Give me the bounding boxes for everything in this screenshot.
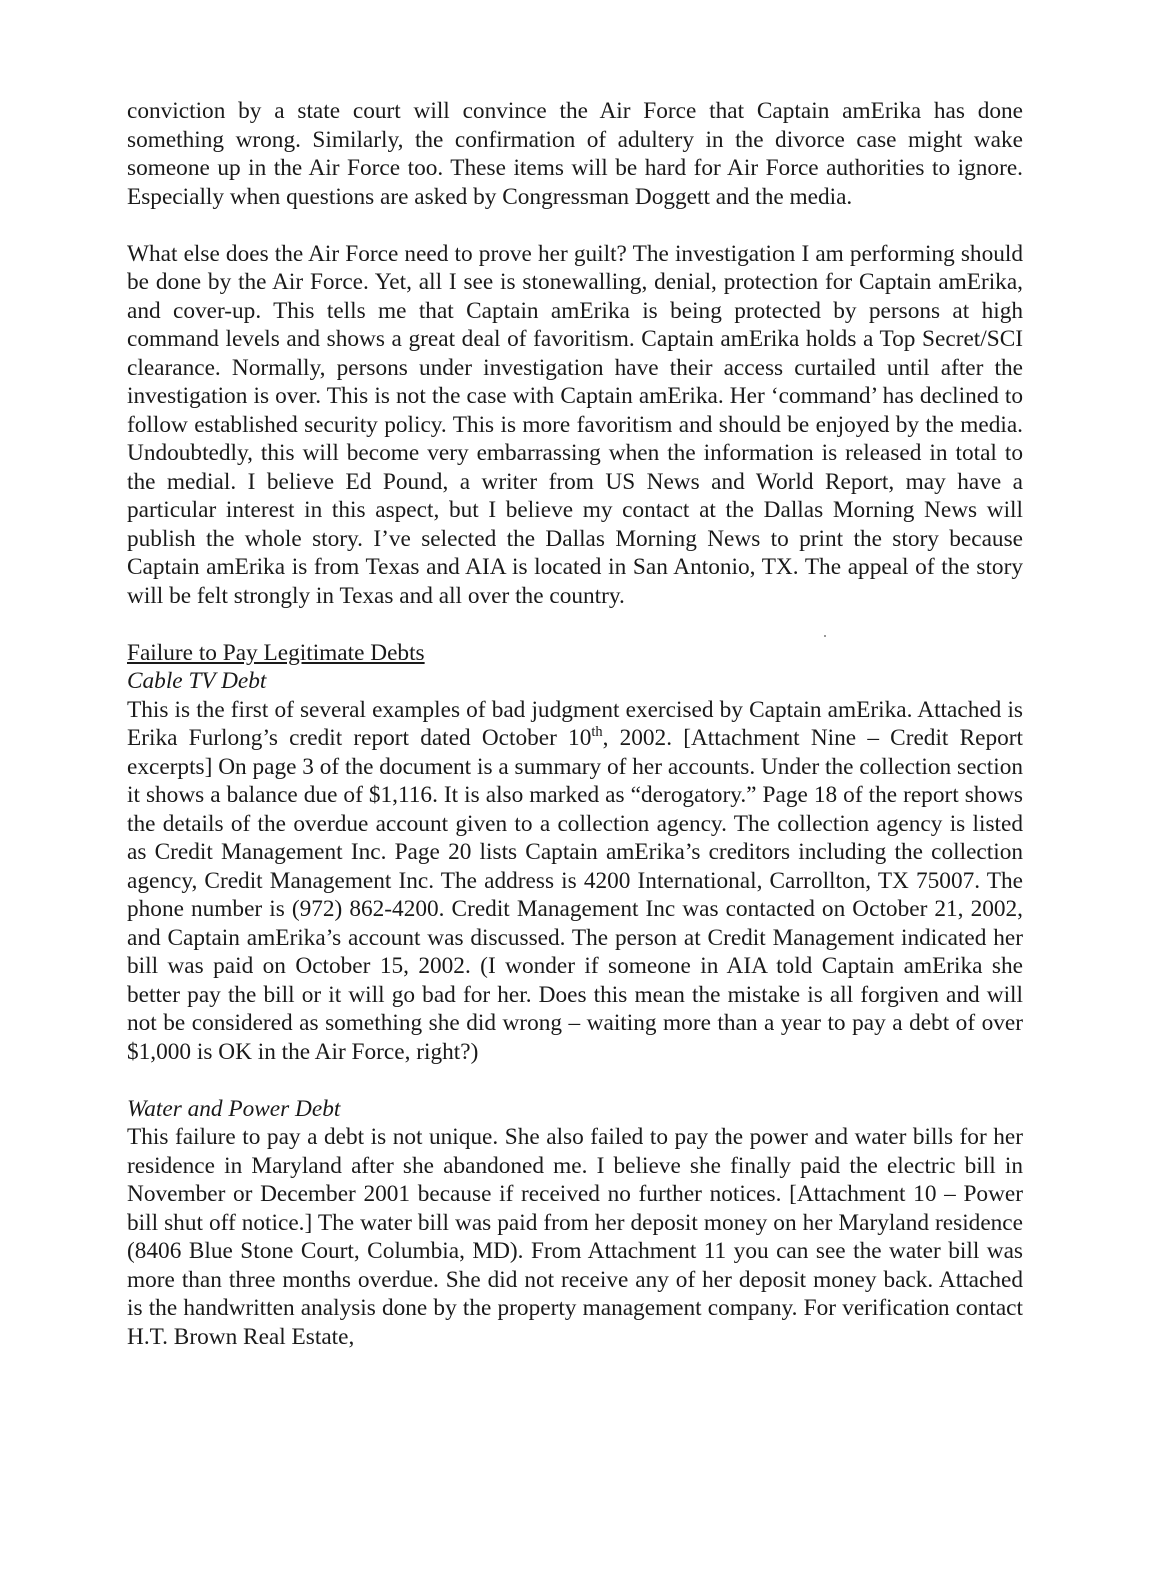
paragraph-investigation: What else does the Air Force need to prove her guilt? The investigation I am performing should be done by the Air Force. Yet, all I see is stonewalling, denial, protection for Captain amErika, and cover-up. This tells me that Captain amErika is being protected by persons at high command levels and shows a great deal of favoritism. Captain amErika holds a Top Secret/SCI clearance. Normally, persons under investigation have their access curtailed until after the investigation is over. This is not the case with Captain amErika. Her ‘command’ has declined to follow established security policy. This is more favoritism and should be enjoyed by the media. Undoubtedly, this will become very embarrassing when the information is released in total to the medial. I believe Ed Pound, a writer from US News and World Report, may have a particular interest in this aspect, but I believe my contact at the Dallas Morning News will publish the whole story. I’ve selected the Dallas Morning News to print the story because Captain amErika is from Texas and AIA is located in San Antonio, TX. The appeal of the story will be felt strongly in Texas and all over the country. xyxy=(127,240,1023,609)
ordinal-suffix: th xyxy=(591,724,603,741)
section-heading: Failure to Pay Legitimate Debts xyxy=(127,639,425,666)
paragraph-cable-tv-debt xyxy=(127,696,1023,1067)
subheading-cable-tv-debt: Cable TV Debt xyxy=(127,668,267,694)
document-page xyxy=(127,97,1023,1351)
paragraph-water-power-debt: This failure to pay a debt is not unique. She also failed to pay the power and water bills for her residence in Maryland after she abandoned me. I believe she finally paid the electric bill in November or December 2001 because if received no further notices. [Attachment 10 – Power bill shut off notice.] The water bill was paid from her deposit money on her Maryland residence (8406 Blue Stone Court, Columbia, MD). From Attachment 11 you can see the water bill was more than three months overdue. She did not receive any of her deposit money back. Attached is the handwritten analysis done by the property management company. For verification contact H.T. Brown Real Estate, xyxy=(127,1124,1023,1350)
cable-text-part-2: , 2002. [Attachment Nine – Credit Report excerpts] On page 3 of the document is a summary of her accounts. Under the collection section it shows a balance due of $1,116. It is also marked as “derogatory.” Page 18 of the report shows the details of the overdue account given to a collection agency. The collection agency is listed as Credit Management Inc. Page 20 lists Captain amErika’s creditors including the collection agency, Credit Management Inc. The address is 4200 International, Carrollton, TX 75007. The phone number is (972) 862-4200. Credit Management Inc was contacted on October 21, 2002, and Captain amErika’s account was discussed. The person at Credit Management indicated her bill was paid on October 15, 2002. (I wonder if someone in AIA told Captain amErika she better pay the bill or it will go bad for her. Does this mean the mistake is all forgiven and will not be considered as something she did wrong – waiting more than a year to pay a debt of over $1,000 is OK in the Air Force, right?) xyxy=(127,725,1023,1065)
cable-text-part-1: This is the first of several examples of bad judgment exercised by Captain amErika. Attached is Erika Furlong’s credit report dated October 10 xyxy=(127,696,1023,751)
scan-speck xyxy=(824,635,826,637)
subheading-water-power-debt: Water and Power Debt xyxy=(127,1095,341,1122)
paragraph-conviction: conviction by a state court will convince the Air Force that Captain amErika has done something wrong. Similarly, the confirmation of adultery in the divorce case might wake someone up in the Air Force too. These items will be hard for Air Force authorities to ignore. Especially when questions are asked by Congressman Doggett and the media. xyxy=(127,98,1023,210)
section-water-power xyxy=(127,1095,1023,1352)
section-debts xyxy=(127,639,1023,1067)
